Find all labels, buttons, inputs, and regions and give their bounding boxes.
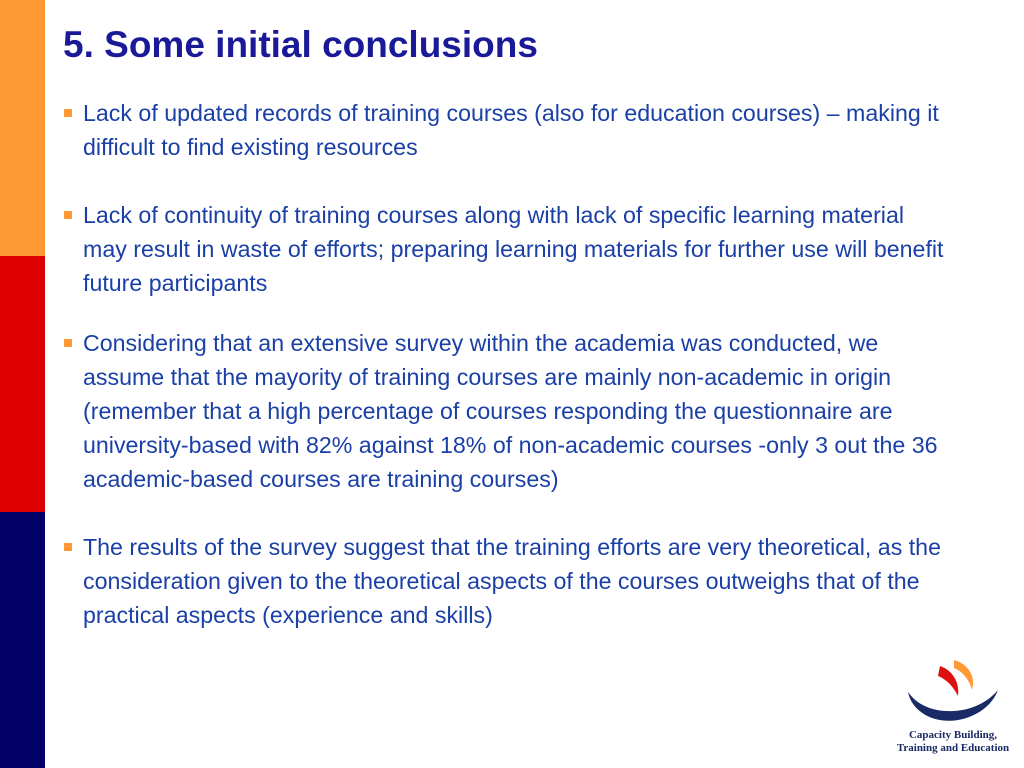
logo-line-2: Training and Education: [896, 742, 1010, 754]
bullet-text: The results of the survey suggest that the training efforts are very theoretical, as the consideration given to the theoretical aspects of the courses outweighs that of the practical aspects (experience and skills): [83, 534, 941, 628]
bullet-text: Lack of updated records of training courses (also for education courses) – making it difficult to find existing resources: [83, 100, 939, 160]
stripe-red: [0, 256, 45, 512]
bullet-item: [62, 198, 952, 300]
slide-title: 5. Some initial conclusions: [63, 24, 538, 65]
bullet-marker: [64, 339, 72, 347]
bullet-item: [62, 530, 952, 632]
stripe-navy: [0, 512, 45, 768]
stripe-orange: [0, 0, 45, 256]
bullet-text: Lack of continuity of training courses along with lack of specific learning material may result in waste of efforts; preparing learning materials for further use will benefit future participants: [83, 202, 944, 296]
bullet-list: [62, 96, 952, 632]
bullet-marker: [64, 211, 72, 219]
logo-caption: [888, 729, 1018, 755]
bullet-item: [62, 96, 952, 164]
bullet-text: Considering that an extensive survey within the academia was conducted, we assume that the mayority of training courses are mainly non-academic in origin (remember that a high percentage of courses responding the questionnaire are university-based with 82% against 18% of non-academic courses -only 3 out the 36 academic-based courses are training courses): [83, 330, 938, 492]
capacity-building-logo: [888, 654, 1018, 764]
bullet-marker: [64, 109, 72, 117]
bullet-item: [62, 326, 952, 496]
bullet-marker: [64, 543, 72, 551]
logo-line-1: Capacity Building,: [908, 729, 998, 741]
swoosh-logo-icon: [902, 654, 1002, 729]
